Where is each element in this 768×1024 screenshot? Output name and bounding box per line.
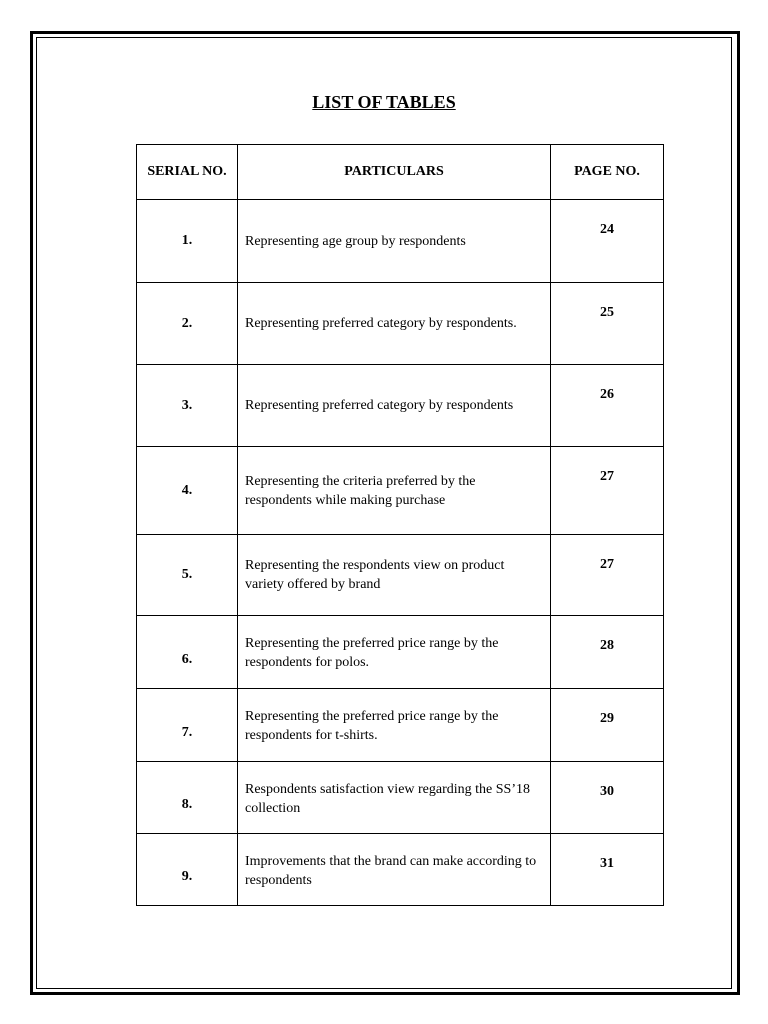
serial-cell: 9. <box>137 834 238 906</box>
table-row <box>137 365 664 447</box>
particulars-cell: Representing the preferred price range by the respondents for polos. <box>238 616 551 689</box>
page-cell: 24 <box>551 200 664 283</box>
particulars-cell: Respondents satisfaction view regarding the SS’18 collection <box>238 762 551 834</box>
serial-cell: 7. <box>137 689 238 762</box>
table-row <box>137 447 664 535</box>
particulars-cell: Representing the criteria preferred by the respondents while making purchase <box>238 447 551 535</box>
list-of-tables <box>136 144 664 906</box>
page-cell: 27 <box>551 535 664 616</box>
table-row <box>137 283 664 365</box>
particulars-cell: Representing the preferred price range by the respondents for t-shirts. <box>238 689 551 762</box>
particulars-cell: Representing preferred category by respondents. <box>238 283 551 365</box>
serial-cell: 3. <box>137 365 238 447</box>
particulars-cell: Representing preferred category by respondents <box>238 365 551 447</box>
page-title: LIST OF TABLES <box>312 92 456 112</box>
particulars-cell: Representing age group by respondents <box>238 200 551 283</box>
table-row <box>137 689 664 762</box>
page-cell: 26 <box>551 365 664 447</box>
table-header-row <box>137 145 664 200</box>
serial-cell: 4. <box>137 447 238 535</box>
table-row <box>137 834 664 906</box>
serial-cell: 1. <box>137 200 238 283</box>
table-row <box>137 616 664 689</box>
page-cell: 30 <box>551 762 664 834</box>
table-row <box>137 200 664 283</box>
header-particulars: PARTICULARS <box>238 145 551 200</box>
header-serial: SERIAL NO. <box>137 145 238 200</box>
serial-cell: 2. <box>137 283 238 365</box>
page-cell: 28 <box>551 616 664 689</box>
page-cell: 31 <box>551 834 664 906</box>
particulars-cell: Representing the respondents view on product variety offered by brand <box>238 535 551 616</box>
serial-cell: 5. <box>137 535 238 616</box>
particulars-cell: Improvements that the brand can make according to respondents <box>238 834 551 906</box>
page-cell: 29 <box>551 689 664 762</box>
page-cell: 25 <box>551 283 664 365</box>
page-cell: 27 <box>551 447 664 535</box>
header-page: PAGE NO. <box>551 145 664 200</box>
table-row <box>137 535 664 616</box>
serial-cell: 6. <box>137 616 238 689</box>
serial-cell: 8. <box>137 762 238 834</box>
table-row <box>137 762 664 834</box>
